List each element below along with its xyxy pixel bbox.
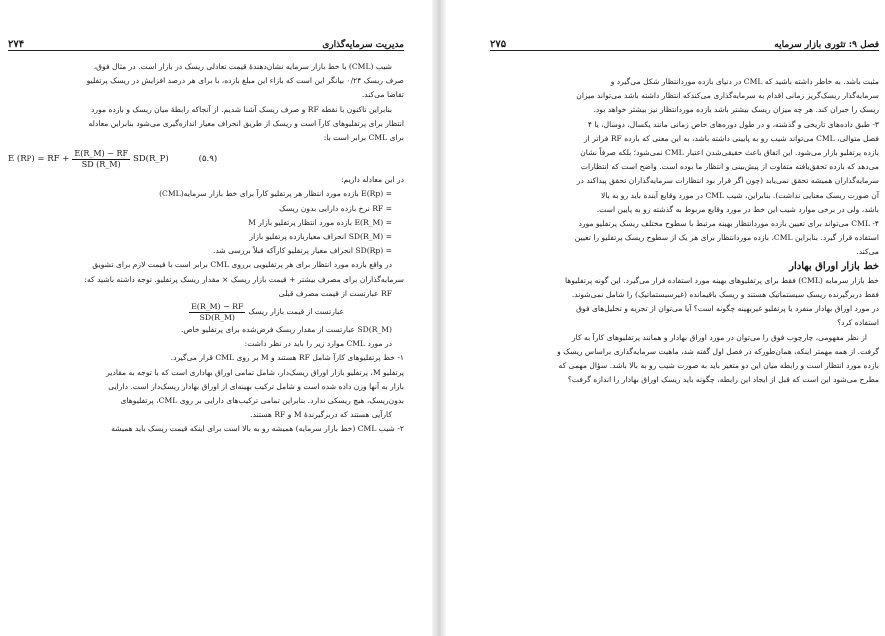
risk-price-line (8, 301, 404, 323)
text-line: از نظر مفهومی، چارچوب فوق را می‌توان در مورد اوراق بهادار و همانند پرتفلیوهای کارآ به کار (571, 332, 867, 342)
definition-line: = RF نرخ بازده دارایی بدون ریسک (279, 203, 392, 213)
left-page-header (8, 34, 404, 51)
text-line: ۳- طبق داده‌های تاریخی و گذشته، و در طول دوره‌های خاص زمانی مانند یکسال، دوسال، یا ۴ (587, 119, 879, 129)
equation-lhs-sub: P (26, 154, 32, 164)
definition-line: = E(Rp) بازده مورد انتظار هر پرتفلیو کارآ برای خط بازار سرمایه(CML) (159, 189, 392, 199)
equation-denominator: SD (R_M) (81, 159, 121, 169)
equation-tail: SD(R_P) (133, 154, 169, 165)
text-line: خط بازار سرمایه (CML) فقط برای پرتفلیوهای بهینه مورد استفاده قرار می‌گیرد. این گونه پرتفلیوها (564, 275, 879, 285)
text-line: RF عبارتست از قیمت مصرف قبلی (278, 288, 392, 298)
text-line: سرمایه‌گذار ریسک‌گریز زمانی اقدام به سرمایه‌گذاری می‌کندکه انتظار داشته باشد می‌تواند میزان (576, 91, 879, 101)
text-line: ریسک را جبران کند. هر چه میزان ریسک بیشتر باشد بازده موردانتظار نیز بیشتر خواهد بود. (593, 105, 879, 115)
right-page-number: ۲۷۵ (490, 39, 507, 50)
right-page-body (490, 75, 879, 387)
text-line: صرف ریسک ۰/۲۴ بیانگر این است که بازاء این مبلغ بازده، با برای هر درصد افزایش در ریسک پرتفلیو (86, 76, 404, 86)
text-line: بازده پرتفلیو بازار می‌شود. این اتفاق باعث حقیقی‌شدن اعتبار CML نمی‌شود؛ بلکه صرفاً نشان (580, 148, 879, 158)
text-line: سرمایه‌گذاران برای مصرف بیشتر + قیمت بازار ریسک × مقدار ریسک پرتفلیو. توجه داشته باشید که: (84, 274, 404, 284)
text-line: گرفت. از همه مهمتر اینکه، همان‌طورکه در فصل اول گفته شد، ماهیت سرمایه‌گذاری براساس ریسک و (557, 346, 879, 356)
text-line: باشد، ولی در برخی موارد شیب این خط در مورد وقایع مربوط به گذشته رو به پایین است. (596, 204, 879, 214)
text-line: ۱- خط پرتفلیوهای کارآ شامل RF هستند و M بر روی CML قرار می‌گیرد. (170, 353, 404, 363)
text-line: سرمایه‌گذاران همیشه تحقق نمی‌یابد (چون اگر قرار بود انتظارات سرمایه‌گذاران تحقق پیداکند در (576, 176, 879, 186)
text-line: بدون‌ریسک، هیچ ریسکی ندارد. بنابراین تمامی ترکیب‌های دارایی بر روی CML، پرتفلیوهای (120, 396, 404, 406)
text-line: کارآیی هستند که دربرگیرندهٔ M و RF هستند. (250, 410, 392, 420)
equation-lhs: E (R (8, 154, 27, 165)
text-line: شیب (CML) یا خط بازار سرمایه نشان‌دهندهٔ قیمت تعادلی ریسک در بازار است. در مثال فوق، (93, 62, 392, 71)
risk-price-numerator: E(R_M) − RF (191, 302, 244, 312)
equation-number: (۵.۹) (198, 154, 218, 165)
section-heading: خط بازار اوراق بهادار (789, 260, 879, 272)
equation-mid: ) = RF + (31, 154, 70, 165)
text-line: می‌دهد که بازده تحقق‌یافته متفاوت از پیش‌بینی و انتظار ما بوده است. واضح است که انتظارات (580, 162, 879, 172)
definition-line: = SD(Rp) انحراف معیار پرتفلیو کارآکه قبلاً بررسی شد. (212, 246, 392, 256)
text-line: بنابراین تاکنون با نقطه RF و صرف ریسک آشنا شدیم. از آنجاکه رابطهٔ میان ریسک و بازده مورد (91, 104, 392, 114)
equation-numerator: E(R_M) − RF (74, 148, 129, 158)
text-line: در مورد CML موارد زیر را باید در نظر داشت: (244, 339, 392, 349)
risk-price-text: عبارتست از قیمت بازار ریسک (248, 306, 344, 316)
text-line: در واقع بازده مورد انتظار برای هر پرتفلیویی برروی CML برابر است با قیمت لازم برای تشویق (92, 260, 392, 270)
equation-fraction (72, 149, 130, 170)
text-line: پرتفلیو M، پرتفلیو بازار اوراق ریسک‌دار، شامل تمامی اوراق بهاداری است که با توجه به مقادیر (106, 367, 404, 377)
text-line: فصل متوالی، CML می‌تواند شیب رو به پایینی داشته باشد، به این معنی که بازده RF فراتر از (584, 133, 879, 143)
text-line: انتظار برای پرتفلیوهای کارآ است و ریسک از طریق انحراف معیار اندازه‌گیری می‌شود بنابراین معادله (88, 118, 404, 128)
right-page (446, 0, 885, 636)
text-line: می‌کند. (856, 247, 879, 257)
left-page-number: ۲۷۴ (8, 39, 25, 50)
definition-line: = SD(R_M) انحراف معیاربازده پرتفلیو بازار (249, 232, 392, 242)
text-line: بازده مورد انتظار است و رابطه میان این دو متغیر باید به صورت شیب رو به بالا باشد. سؤال مهمی که (558, 361, 879, 371)
text-line: SD(R_M) عبارتست از مقدار ریسک فرض‌شده برای پرتفلیو خاص. (180, 325, 392, 335)
text-line: ۲- شیب CML (خط بازار سرمایه) همیشه رو به بالا است برای اینکه قیمت ریسک باید همیشه (111, 424, 404, 434)
risk-price-fraction (189, 302, 245, 322)
text-line: ۴- CML می‌تواند برای تعیین بازده موردانتظار بهینه مرتبط با سطوح مختلف ریسک پرتفلیو مورد (578, 219, 879, 229)
text-line: استفاده کرد؟ (837, 318, 879, 328)
text-line: در مورد اوراق بهادار منفرد یا پرتفلیو غیربهینه چگونه است؟ آیا می‌توان از تجزیه و تحلیل‌های فوق (576, 304, 879, 314)
text-line: بازار به آنها وزن داده شده است و شامل ترکیب بهینه‌ای از اوراق بهادار ریسک‌دار است. دارایی (108, 381, 404, 391)
definition-line: = E(R_M) بازده مورد انتظار پرتفلیو بازار M (248, 217, 392, 227)
text-line: فقط دربرگیرنده ریسک سیستماتیک هستند و ریسک باقیمانده (غیرسیستماتیک) را شامل نمی‌شوند. (571, 290, 879, 300)
left-page-header-title: مدیریت سرمایه‌گذاری (322, 40, 404, 50)
text-line: برای CML برابر است با: (323, 133, 404, 143)
text-line: در این معادله داریم: (341, 175, 404, 185)
text-line: آن صورت ریسک معنایی نداشت). بنابراین، شیب CML در مورد وقایع آینده باید رو به بالا (601, 190, 879, 200)
left-page (0, 0, 432, 636)
text-line: استفاده قرار گیرد. بنابراین CML، بازده موردانتظار برای هر یک از سطوح ریسک پرتفلیو را تعیین (574, 233, 879, 243)
cml-equation (8, 147, 404, 171)
right-page-header-title: فصل ۹: تئوری بازار سرمایه (774, 40, 879, 50)
text-line: مثبت باشد. به خاطر داشته باشید که CML در دنیای بازده موردانتظار شکل می‌گیرد و (610, 77, 879, 86)
right-page-header (490, 34, 879, 51)
text-line: مطرح می‌شود این است که قبل از ایجاد این رابطه، چگونه باید ریسک اوراق بهادار را اندازه گرفت؟ (567, 375, 879, 385)
book-gutter (432, 0, 446, 636)
left-page-body (8, 60, 404, 437)
risk-price-denominator: SD(R_M) (199, 312, 235, 322)
text-line: تقاضا می‌کند. (361, 90, 404, 100)
